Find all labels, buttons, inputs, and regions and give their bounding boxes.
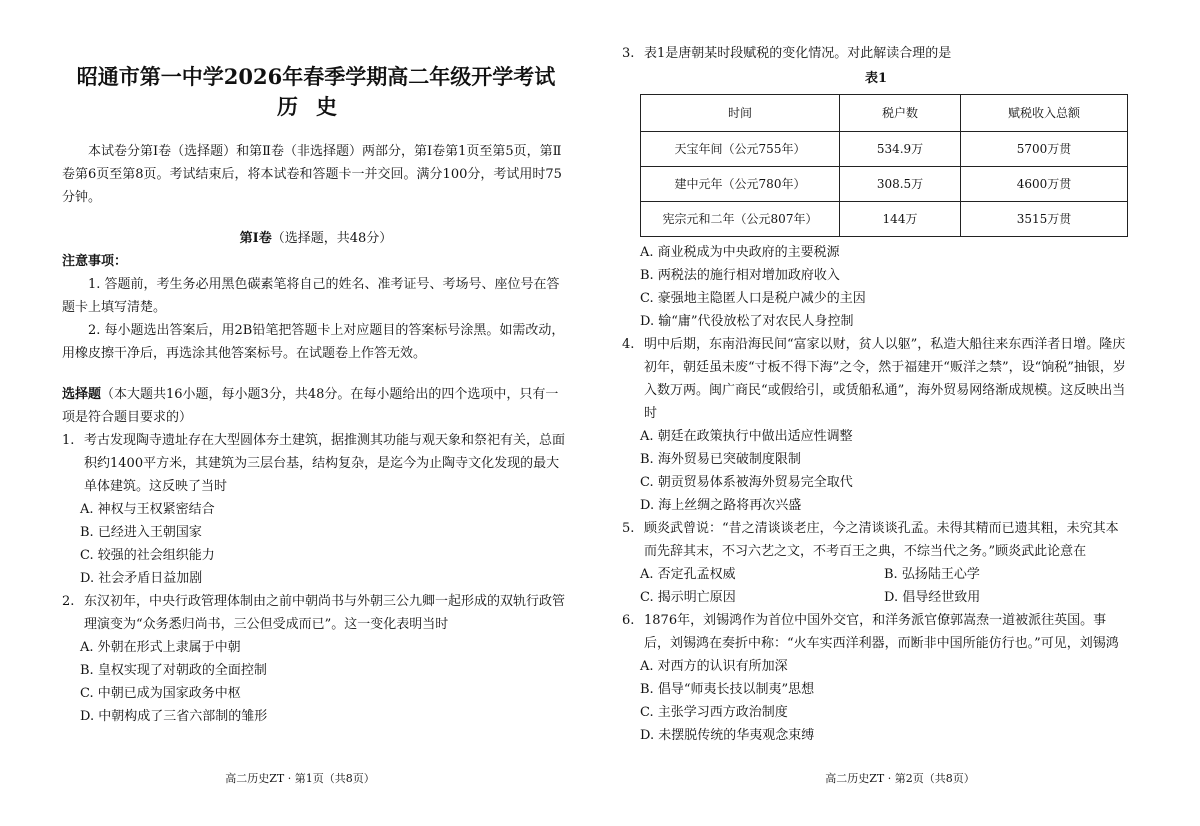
option-d: D. 中朝构成了三省六部制的雏形 [80,709,268,724]
page-2 [600,0,1200,826]
option-b: B. 弘扬陆王心学 [884,567,980,582]
question-stem: 顾炎武曾说：“昔之清谈谈老庄，今之清谈谈孔孟。未得其精而已遗其粗，未究其本而先辞其末，不习六艺之文，不考百王之典，不综当代之务。”顾炎武此论意在 [644,521,1119,559]
option-b: B. 海外贸易已突破制度限制 [640,452,801,467]
option-a: A. 外朝在形式上隶属于中朝 [80,640,241,655]
option-d: D. 输“庸”代役放松了对农民人身控制 [640,314,854,329]
option-d: D. 社会矛盾日益加剧 [80,571,203,586]
question-stem: 1876年，刘锡鸿作为首位中国外交官，和洋务派官僚郭嵩焘一道被派往英国。事后，刘锡鸿在奏折中称：“火车实西洋利器，而断非中国所能仿行也。”可见，刘锡鸿 [644,613,1119,651]
part1-heading [62,227,570,250]
section-desc: （本大题共16小题，每小题3分，共48分。在每小题给出的四个选项中，只有一项是符合题目要求的） [62,387,559,425]
option-a: A. 对西方的认识有所加深 [640,659,788,674]
option-c: C. 较强的社会组织能力 [80,548,215,563]
option-d: D. 未摆脱传统的华夷观念束缚 [640,728,815,743]
exam-title: 昭通市第一中学2026年春季学期高二年级开学考试 [76,64,556,89]
table-cell: 建中元年（公元780年） [641,167,840,202]
option-b: B. 已经进入王朝国家 [80,525,202,540]
section-heading [62,383,570,429]
exam-subject: 历史 [277,94,355,119]
page-2-content [622,42,1130,747]
table-cell: 天宝年间（公元755年） [641,132,840,167]
table-cell: 144万 [840,202,961,237]
question-number: 3. [622,46,635,61]
section-label: 选择题 [62,387,102,402]
question-2 [62,590,570,728]
note-1: 1. 答题前，考生务必用黑色碳素笔将自己的姓名、准考证号、考场号、座位号在答题卡上填写清楚。 [62,277,560,315]
table-header-row [641,95,1128,132]
option-b: B. 两税法的施行相对增加政府收入 [640,268,840,283]
option-c: C. 揭示明亡原因 [640,590,736,605]
page-footer: 高二历史ZT · 第1页（共8页） [225,772,375,785]
question-3 [622,42,1130,333]
option-a: A. 朝廷在政策执行中做出适应性调整 [640,429,853,444]
table-cell: 4600万贯 [961,167,1128,202]
table-cell: 3515万贯 [961,202,1128,237]
question-number: 6. [622,613,635,628]
option-c: C. 中朝已成为国家政务中枢 [80,686,241,701]
question-stem: 东汉初年，中央行政管理体制由之前中朝尚书与外朝三公九卿一起形成的双轨行政管理演变为“众务悉归尚书，三公但受成而已”。这一变化表明当时 [84,594,566,632]
option-b: B. 皇权实现了对朝政的全面控制 [80,663,267,678]
table-cell: 534.9万 [840,132,961,167]
option-row [622,563,1130,586]
table-caption: 表1 [864,71,888,86]
note-2: 2. 每小题选出答案后，用2B铅笔把答题卡上对应题目的答案标号涂黑。如需改动，用橡皮擦干净后，再选涂其他答案标号。在试题卷上作答无效。 [62,323,565,361]
table-cell: 308.5万 [840,167,961,202]
table-row [641,132,1128,167]
table-header: 税户数 [840,95,961,132]
part1-heading-rest: （选择题，共48分） [271,231,393,246]
option-b: B. 倡导“师夷长技以制夷”思想 [640,682,815,697]
table-header: 时间 [641,95,840,132]
question-stem: 考古发现陶寺遗址存在大型圆体夯土建筑，据推测其功能与观天象和祭祀有关，总面积约1400平方米，其建筑为三层台基，结构复杂，是迄今为止陶寺文化发现的最大单体建筑。这反映了当时 [84,433,566,494]
question-number: 4. [622,337,635,352]
table-row [641,167,1128,202]
question-5 [622,517,1130,609]
part1-heading-bold: 第Ⅰ卷 [239,231,272,246]
question-stem: 明中后期，东南沿海民间“富家以财，贫人以躯”，私造大船往来东西洋者日增。隆庆初年，朝廷虽未废“寸板不得下海”之令，然于福建开“贩洋之禁”，设“饷税”抽银，岁入数万两。闽广商民“或假给引，或赁船私通”，海外贸易网络渐成规模。这反映出当时 [644,337,1126,421]
option-row [622,586,1130,609]
option-a: A. 商业税成为中央政府的主要税源 [640,245,840,260]
table-header: 赋税收入总额 [961,95,1128,132]
option-d: D. 海上丝绸之路将再次兴盛 [640,498,802,513]
option-c: C. 主张学习西方政治制度 [640,705,788,720]
table-cell: 5700万贯 [961,132,1128,167]
tax-table [640,94,1128,237]
page-1-content [62,62,570,728]
question-4 [622,333,1130,517]
question-6 [622,609,1130,747]
table-row [641,202,1128,237]
option-c: C. 朝贡贸易体系被海外贸易完全取代 [640,475,853,490]
question-number: 1. [62,433,75,448]
option-c: C. 豪强地主隐匿人口是税户减少的主因 [640,291,866,306]
question-stem: 表1是唐朝某时段赋税的变化情况。对此解读合理的是 [644,46,952,61]
table-cell: 宪宗元和二年（公元807年） [641,202,840,237]
option-a: A. 神权与王权紧密结合 [80,502,215,517]
exam-intro: 本试卷分第Ⅰ卷（选择题）和第Ⅱ卷（非选择题）两部分，第Ⅰ卷第1页至第5页，第Ⅱ卷第6页至第8页。考试结束后，将本试卷和答题卡一并交回。满分100分，考试用时75分钟。 [62,144,562,205]
question-number: 2. [62,594,75,609]
notes-label: 注意事项： [62,254,128,269]
page-footer: 高二历史ZT · 第2页（共8页） [825,772,975,785]
question-number: 5. [622,521,635,536]
option-d: D. 倡导经世致用 [884,590,981,605]
option-a: A. 否定孔孟权威 [640,567,736,582]
question-1 [62,429,570,590]
